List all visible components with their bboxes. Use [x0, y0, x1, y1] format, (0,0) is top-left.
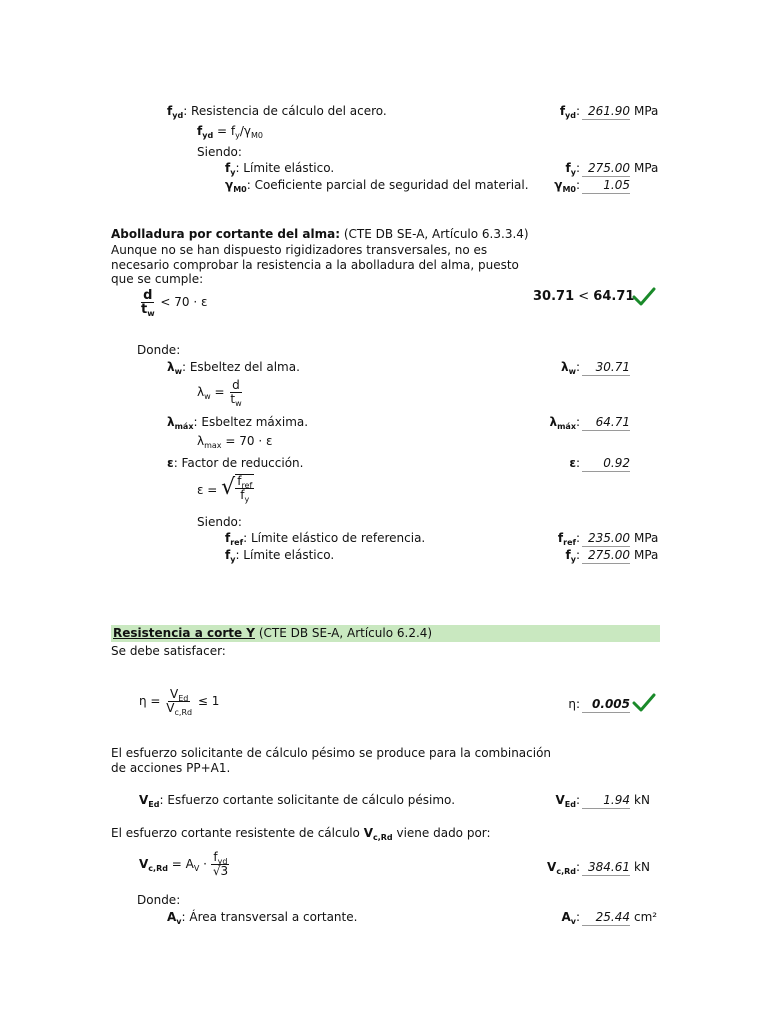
- fy-description: $f_y$: Límite elástico.: [225, 161, 335, 177]
- av-value: 25.44: [582, 909, 630, 926]
- abolladura-siendo: Siendo:: [197, 515, 242, 529]
- abolladura-title: Abolladura por cortante del alma: (CTE DB SE-A, Artículo 6.3.3.4): [111, 227, 529, 241]
- fy2-description: $f_y$: Límite elástico.: [225, 548, 335, 564]
- fyd-formula: $f_{yd} = f_y/\gamma_{M0}$: [197, 124, 263, 140]
- lmax-colon: :: [576, 415, 581, 429]
- fy2-unit: MPa: [634, 548, 659, 562]
- abolladura-text-3: que se cumple:: [111, 272, 204, 286]
- fy-unit: MPa: [634, 161, 659, 175]
- fy2-label: $f_y$: [565, 548, 576, 564]
- lmax-label: $\lambda_{máx}$: [549, 415, 576, 431]
- lmax-formula: $\lambda_{max} = 70 \cdot \varepsilon$: [197, 434, 273, 450]
- eta-label: η: [568, 697, 576, 711]
- eps-label: ε: [569, 456, 576, 470]
- comb-text-2: de acciones PP+A1.: [111, 761, 231, 775]
- eta-formula: η = $\frac{V_{Ed}}{V_{c,Rd}}$ ≤ 1: [139, 687, 220, 717]
- ved-value: 1.94: [582, 792, 630, 809]
- abolladura-condition: $\frac{d}{t_w}$ < 70 · ε: [141, 288, 208, 318]
- eps-value: 0.92: [582, 455, 630, 472]
- vcrd-colon: :: [576, 860, 581, 874]
- fyd-unit: MPa: [634, 104, 659, 118]
- lw-description: $\lambda_w$: Esbeltez del alma.: [167, 360, 300, 376]
- fyd-label: $f_{yd}$: [559, 104, 576, 120]
- fref-colon: :: [576, 531, 581, 545]
- gm0-value: 1.05: [582, 177, 630, 194]
- av-colon: :: [576, 910, 581, 924]
- ved-unit: kN: [634, 793, 650, 807]
- abolladura-text-1: Aunque no se han dispuesto rigidizadores transversales, no es: [111, 243, 488, 257]
- fy-colon: :: [576, 161, 581, 175]
- gm0-colon: :: [576, 178, 581, 192]
- fyd-description: $f_{yd}$: Resistencia de cálculo del acero.: [167, 104, 387, 120]
- abolladura-donde: Donde:: [137, 343, 181, 357]
- fy2-value: 275.00: [582, 547, 630, 564]
- fref-unit: MPa: [634, 531, 659, 545]
- corte-y-satisfy: Se debe satisfacer:: [111, 644, 226, 658]
- lmax-value: 64.71: [582, 414, 630, 431]
- fyd-colon: :: [576, 104, 581, 118]
- comb-text-1: El esfuerzo solicitante de cálculo pésimo se produce para la combinación: [111, 746, 552, 760]
- lw-value: 30.71: [582, 359, 630, 376]
- fy2-colon: :: [576, 548, 581, 562]
- vcrd-unit: kN: [634, 860, 650, 874]
- gm0-label: $\gamma_{M0}$: [554, 178, 576, 194]
- corte-y-donde: Donde:: [137, 893, 181, 907]
- av-description: $A_v$: Área transversal a cortante.: [167, 910, 358, 926]
- eps-formula: ε = √ $\frac{f_{ref}}{f_y}$: [197, 474, 253, 504]
- vcrd-label: $V_{c,Rd}$: [547, 860, 576, 876]
- av-unit: cm²: [634, 910, 658, 924]
- gm0-description: $\gamma_{M0}$: Coeficiente parcial de seguridad del material.: [225, 178, 529, 194]
- corte-y-title: Resistencia a corte Y (CTE DB SE-A, Artículo 6.2.4): [113, 626, 433, 640]
- ved-colon: :: [576, 793, 581, 807]
- vcrd-formula: $V_{c,Rd} = A_V$ · $\frac{f_{yd}}{√3}$: [139, 850, 229, 878]
- fyd-siendo: Siendo:: [197, 145, 242, 159]
- abolladura-text-2: necesario comprobar la resistencia a la abolladura del alma, puesto: [111, 258, 519, 272]
- lmax-description: $\lambda_{máx}$: Esbeltez máxima.: [167, 415, 309, 431]
- lw-label: $\lambda_w$: [561, 360, 576, 376]
- av-label: $A_v$: [561, 910, 576, 926]
- fref-description: $f_{ref}$: Límite elástico de referencia.: [225, 531, 426, 547]
- eps-colon: :: [576, 456, 581, 470]
- fyd-value: 261.90: [582, 103, 630, 120]
- fy-label: $f_y$: [565, 161, 576, 177]
- fref-label: $f_{ref}$: [557, 531, 576, 547]
- check-icon: [632, 287, 656, 307]
- vcrd-value: 384.61: [582, 859, 630, 876]
- check-icon: [632, 693, 656, 713]
- fref-value: 235.00: [582, 530, 630, 547]
- ved-description: $V_{Ed}$: Esfuerzo cortante solicitante de cálculo pésimo.: [139, 793, 456, 809]
- eta-colon: :: [576, 697, 581, 711]
- ved-label: $V_{Ed}$: [555, 793, 576, 809]
- lw-formula: $\lambda_w$ = $\frac{d}{t_w}$: [197, 378, 242, 408]
- eps-description: ε: Factor de reducción.: [167, 456, 304, 470]
- abolladura-check-expression: 30.71 < 64.71: [533, 289, 635, 304]
- lw-colon: :: [576, 360, 581, 374]
- vcrd-intro: El esfuerzo cortante resistente de cálculo $V_{c,Rd}$ viene dado por:: [111, 826, 491, 842]
- fy-value: 275.00: [582, 160, 630, 177]
- eta-value: 0.005: [582, 696, 630, 713]
